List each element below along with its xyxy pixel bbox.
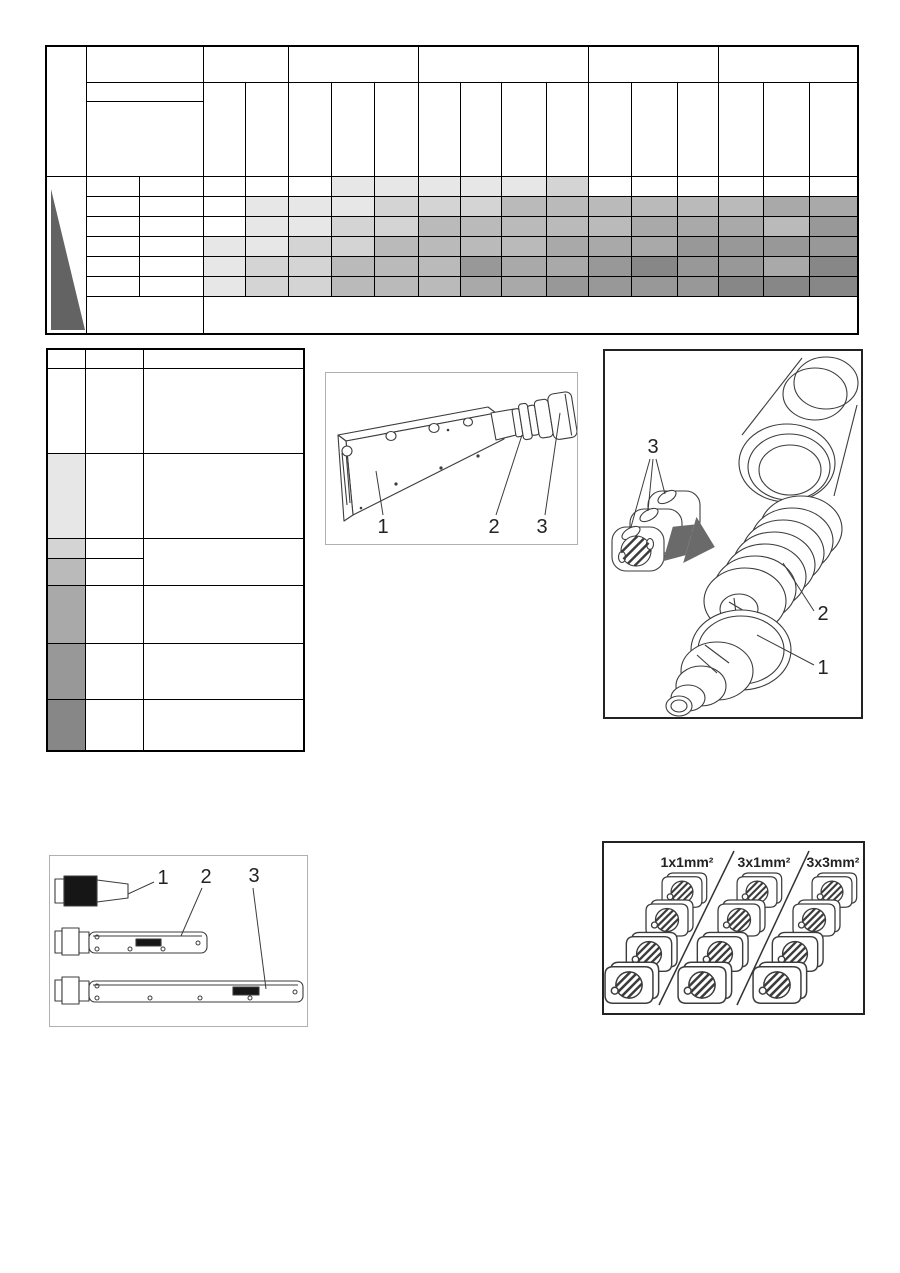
matrix-cell <box>501 256 546 276</box>
seal-discs-drawing <box>604 843 863 1013</box>
matrix-cell <box>245 236 288 256</box>
matrix-cell <box>763 236 809 256</box>
matrix-cell <box>677 216 718 236</box>
matrix-cell <box>288 176 331 196</box>
matrix-cell <box>546 256 588 276</box>
matrix-cell <box>631 216 677 236</box>
matrix-cell <box>763 276 809 296</box>
matrix-cell <box>418 176 460 196</box>
matrix-cell <box>809 276 858 296</box>
matrix-cell <box>460 256 501 276</box>
matrix-cell <box>588 276 631 296</box>
matrix-cell <box>374 196 418 216</box>
matrix-cell <box>718 276 763 296</box>
matrix-cell <box>588 256 631 276</box>
matrix-corner-cell <box>46 46 86 176</box>
matrix-cell <box>418 216 460 236</box>
callout-body: 1 <box>817 657 829 679</box>
matrix-column-header <box>763 82 809 176</box>
matrix-row-label-a <box>86 216 139 236</box>
matrix-cell <box>677 276 718 296</box>
matrix-cell <box>203 196 245 216</box>
matrix-cell <box>718 256 763 276</box>
legend-swatch <box>47 368 85 453</box>
matrix-group-header-3 <box>418 46 588 82</box>
matrix-cell <box>718 196 763 216</box>
matrix-row-label-b <box>139 196 203 216</box>
matrix-column-header <box>809 82 858 176</box>
legend-description-cell <box>143 699 304 751</box>
legend-description-cell <box>143 453 304 538</box>
legend-swatch <box>47 643 85 699</box>
matrix-column-header <box>501 82 546 176</box>
matrix-cell <box>546 176 588 196</box>
scale-triangle <box>47 177 85 333</box>
matrix-cell <box>631 236 677 256</box>
matrix-cell <box>331 176 374 196</box>
matrix-cell <box>809 216 858 236</box>
matrix-cell <box>245 216 288 236</box>
matrix-cell <box>631 256 677 276</box>
matrix-cell <box>374 276 418 296</box>
matrix-footer-cell <box>203 296 858 334</box>
matrix-cell <box>631 276 677 296</box>
matrix-cell <box>245 256 288 276</box>
matrix-cell <box>588 236 631 256</box>
matrix-cell <box>203 236 245 256</box>
matrix-cell <box>588 196 631 216</box>
matrix-cell <box>245 176 288 196</box>
matrix-footer-label <box>86 296 203 334</box>
matrix-cell <box>588 176 631 196</box>
legend-swatch <box>47 453 85 538</box>
matrix-cell <box>418 236 460 256</box>
matrix-cell <box>245 196 288 216</box>
bars-drawing <box>50 856 307 1026</box>
matrix-cell <box>418 276 460 296</box>
matrix-cell <box>331 256 374 276</box>
matrix-cell <box>546 216 588 236</box>
matrix-group-header-4 <box>588 46 718 82</box>
matrix-cell <box>374 236 418 256</box>
matrix-cell <box>374 176 418 196</box>
matrix-cell <box>203 276 245 296</box>
matrix-cell <box>288 236 331 256</box>
matrix-column-header <box>588 82 631 176</box>
matrix-cell <box>546 276 588 296</box>
callout-2: 2 <box>488 516 500 538</box>
size-label-1x1: 1x1mm² <box>660 854 714 870</box>
matrix-cell <box>809 236 858 256</box>
matrix-cell <box>288 256 331 276</box>
legend-description-cell <box>143 368 304 453</box>
callout-insert: 2 <box>817 603 829 625</box>
matrix-column-header <box>631 82 677 176</box>
callout-3: 3 <box>536 516 548 538</box>
gland-cap <box>739 357 858 502</box>
callout-2: 2 <box>200 866 212 888</box>
gland-exploded-drawing <box>605 351 861 717</box>
matrix-cell <box>418 256 460 276</box>
callout-3: 3 <box>248 865 260 887</box>
matrix-cell <box>374 216 418 236</box>
matrix-scale-column <box>46 176 86 334</box>
matrix-column-header <box>418 82 460 176</box>
matrix-column-header <box>677 82 718 176</box>
matrix-column-header <box>203 82 245 176</box>
matrix-cell <box>763 216 809 236</box>
matrix-row-label-a <box>86 276 139 296</box>
legend-swatch <box>47 699 85 751</box>
matrix-cell <box>331 276 374 296</box>
connector-sleeve <box>510 391 577 446</box>
matrix-cell <box>809 196 858 216</box>
legend-key-cell <box>85 643 143 699</box>
shade-legend <box>46 348 305 752</box>
matrix-column-header <box>331 82 374 176</box>
legend-description-cell <box>143 538 304 585</box>
plate-front-face <box>346 413 504 515</box>
matrix-cell <box>546 196 588 216</box>
matrix-cell <box>677 176 718 196</box>
matrix-row-label-a <box>86 176 139 196</box>
matrix-cell <box>631 196 677 216</box>
legend-key-cell <box>85 585 143 643</box>
matrix-cell <box>677 196 718 216</box>
matrix-column-header <box>718 82 763 176</box>
figure-wedge-tool <box>325 372 578 545</box>
matrix-cell <box>203 176 245 196</box>
compatibility-matrix <box>45 45 859 335</box>
matrix-row-label-b <box>139 276 203 296</box>
matrix-cell <box>718 236 763 256</box>
matrix-group-header-1 <box>203 46 288 82</box>
matrix-cell <box>718 216 763 236</box>
compatibility-matrix-table <box>45 45 859 335</box>
legend-description-cell <box>143 585 304 643</box>
matrix-cell <box>460 236 501 256</box>
matrix-group-header-2 <box>288 46 418 82</box>
wedge-tool-drawing <box>326 373 577 544</box>
matrix-cell <box>501 276 546 296</box>
matrix-column-header <box>245 82 288 176</box>
matrix-cell <box>288 196 331 216</box>
legend-header-cell <box>47 349 85 368</box>
matrix-row-label-b <box>139 176 203 196</box>
matrix-cell <box>809 176 858 196</box>
matrix-cell <box>763 196 809 216</box>
matrix-cell <box>460 176 501 196</box>
matrix-cell <box>460 196 501 216</box>
matrix-label-subheader <box>86 82 203 101</box>
matrix-cell <box>809 256 858 276</box>
legend-key-cell <box>85 699 143 751</box>
callout-discs: 3 <box>647 436 659 458</box>
legend-key-cell <box>85 349 143 368</box>
legend-swatch <box>47 585 85 643</box>
legend-swatch <box>47 558 85 585</box>
matrix-row-label-a <box>86 256 139 276</box>
matrix-cell <box>460 276 501 296</box>
matrix-cell <box>203 216 245 236</box>
matrix-cell <box>718 176 763 196</box>
matrix-row-label-b <box>139 256 203 276</box>
matrix-cell <box>631 176 677 196</box>
matrix-cell <box>331 236 374 256</box>
size-label-3x1: 3x1mm² <box>737 854 791 870</box>
matrix-column-header <box>288 82 331 176</box>
matrix-cell <box>763 176 809 196</box>
legend-key-cell <box>85 538 143 558</box>
size-label-3x3: 3x3mm² <box>806 854 860 870</box>
matrix-cell <box>203 256 245 276</box>
matrix-row-label-b <box>139 236 203 256</box>
matrix-label-header <box>86 46 203 82</box>
figure-gland-exploded <box>603 349 863 719</box>
matrix-cell <box>501 196 546 216</box>
matrix-cell <box>677 256 718 276</box>
matrix-label-cell <box>86 101 203 176</box>
matrix-cell <box>501 176 546 196</box>
matrix-column-header <box>546 82 588 176</box>
legend-key-cell <box>85 368 143 453</box>
figure-seal-discs <box>602 841 865 1015</box>
legend-swatch <box>47 538 85 558</box>
legend-description-cell <box>143 349 304 368</box>
matrix-cell <box>501 236 546 256</box>
matrix-cell <box>331 196 374 216</box>
callout-1: 1 <box>377 516 389 538</box>
matrix-cell <box>501 216 546 236</box>
matrix-cell <box>374 256 418 276</box>
legend-key-cell <box>85 453 143 538</box>
callout-1: 1 <box>157 867 169 889</box>
matrix-row-label-a <box>86 196 139 216</box>
matrix-cell <box>418 196 460 216</box>
matrix-cell <box>588 216 631 236</box>
legend-key-cell <box>85 558 143 585</box>
matrix-cell <box>460 216 501 236</box>
matrix-cell <box>288 276 331 296</box>
matrix-cell <box>245 276 288 296</box>
matrix-column-header <box>374 82 418 176</box>
matrix-group-header-5 <box>718 46 858 82</box>
matrix-cell <box>331 216 374 236</box>
shade-legend-table <box>46 348 305 752</box>
matrix-cell <box>546 236 588 256</box>
figure-bars <box>49 855 308 1027</box>
matrix-cell <box>763 256 809 276</box>
matrix-row-label-b <box>139 216 203 236</box>
matrix-cell <box>677 236 718 256</box>
matrix-row-label-a <box>86 236 139 256</box>
legend-description-cell <box>143 643 304 699</box>
gland-body <box>666 610 791 716</box>
matrix-cell <box>288 216 331 236</box>
matrix-column-header <box>460 82 501 176</box>
